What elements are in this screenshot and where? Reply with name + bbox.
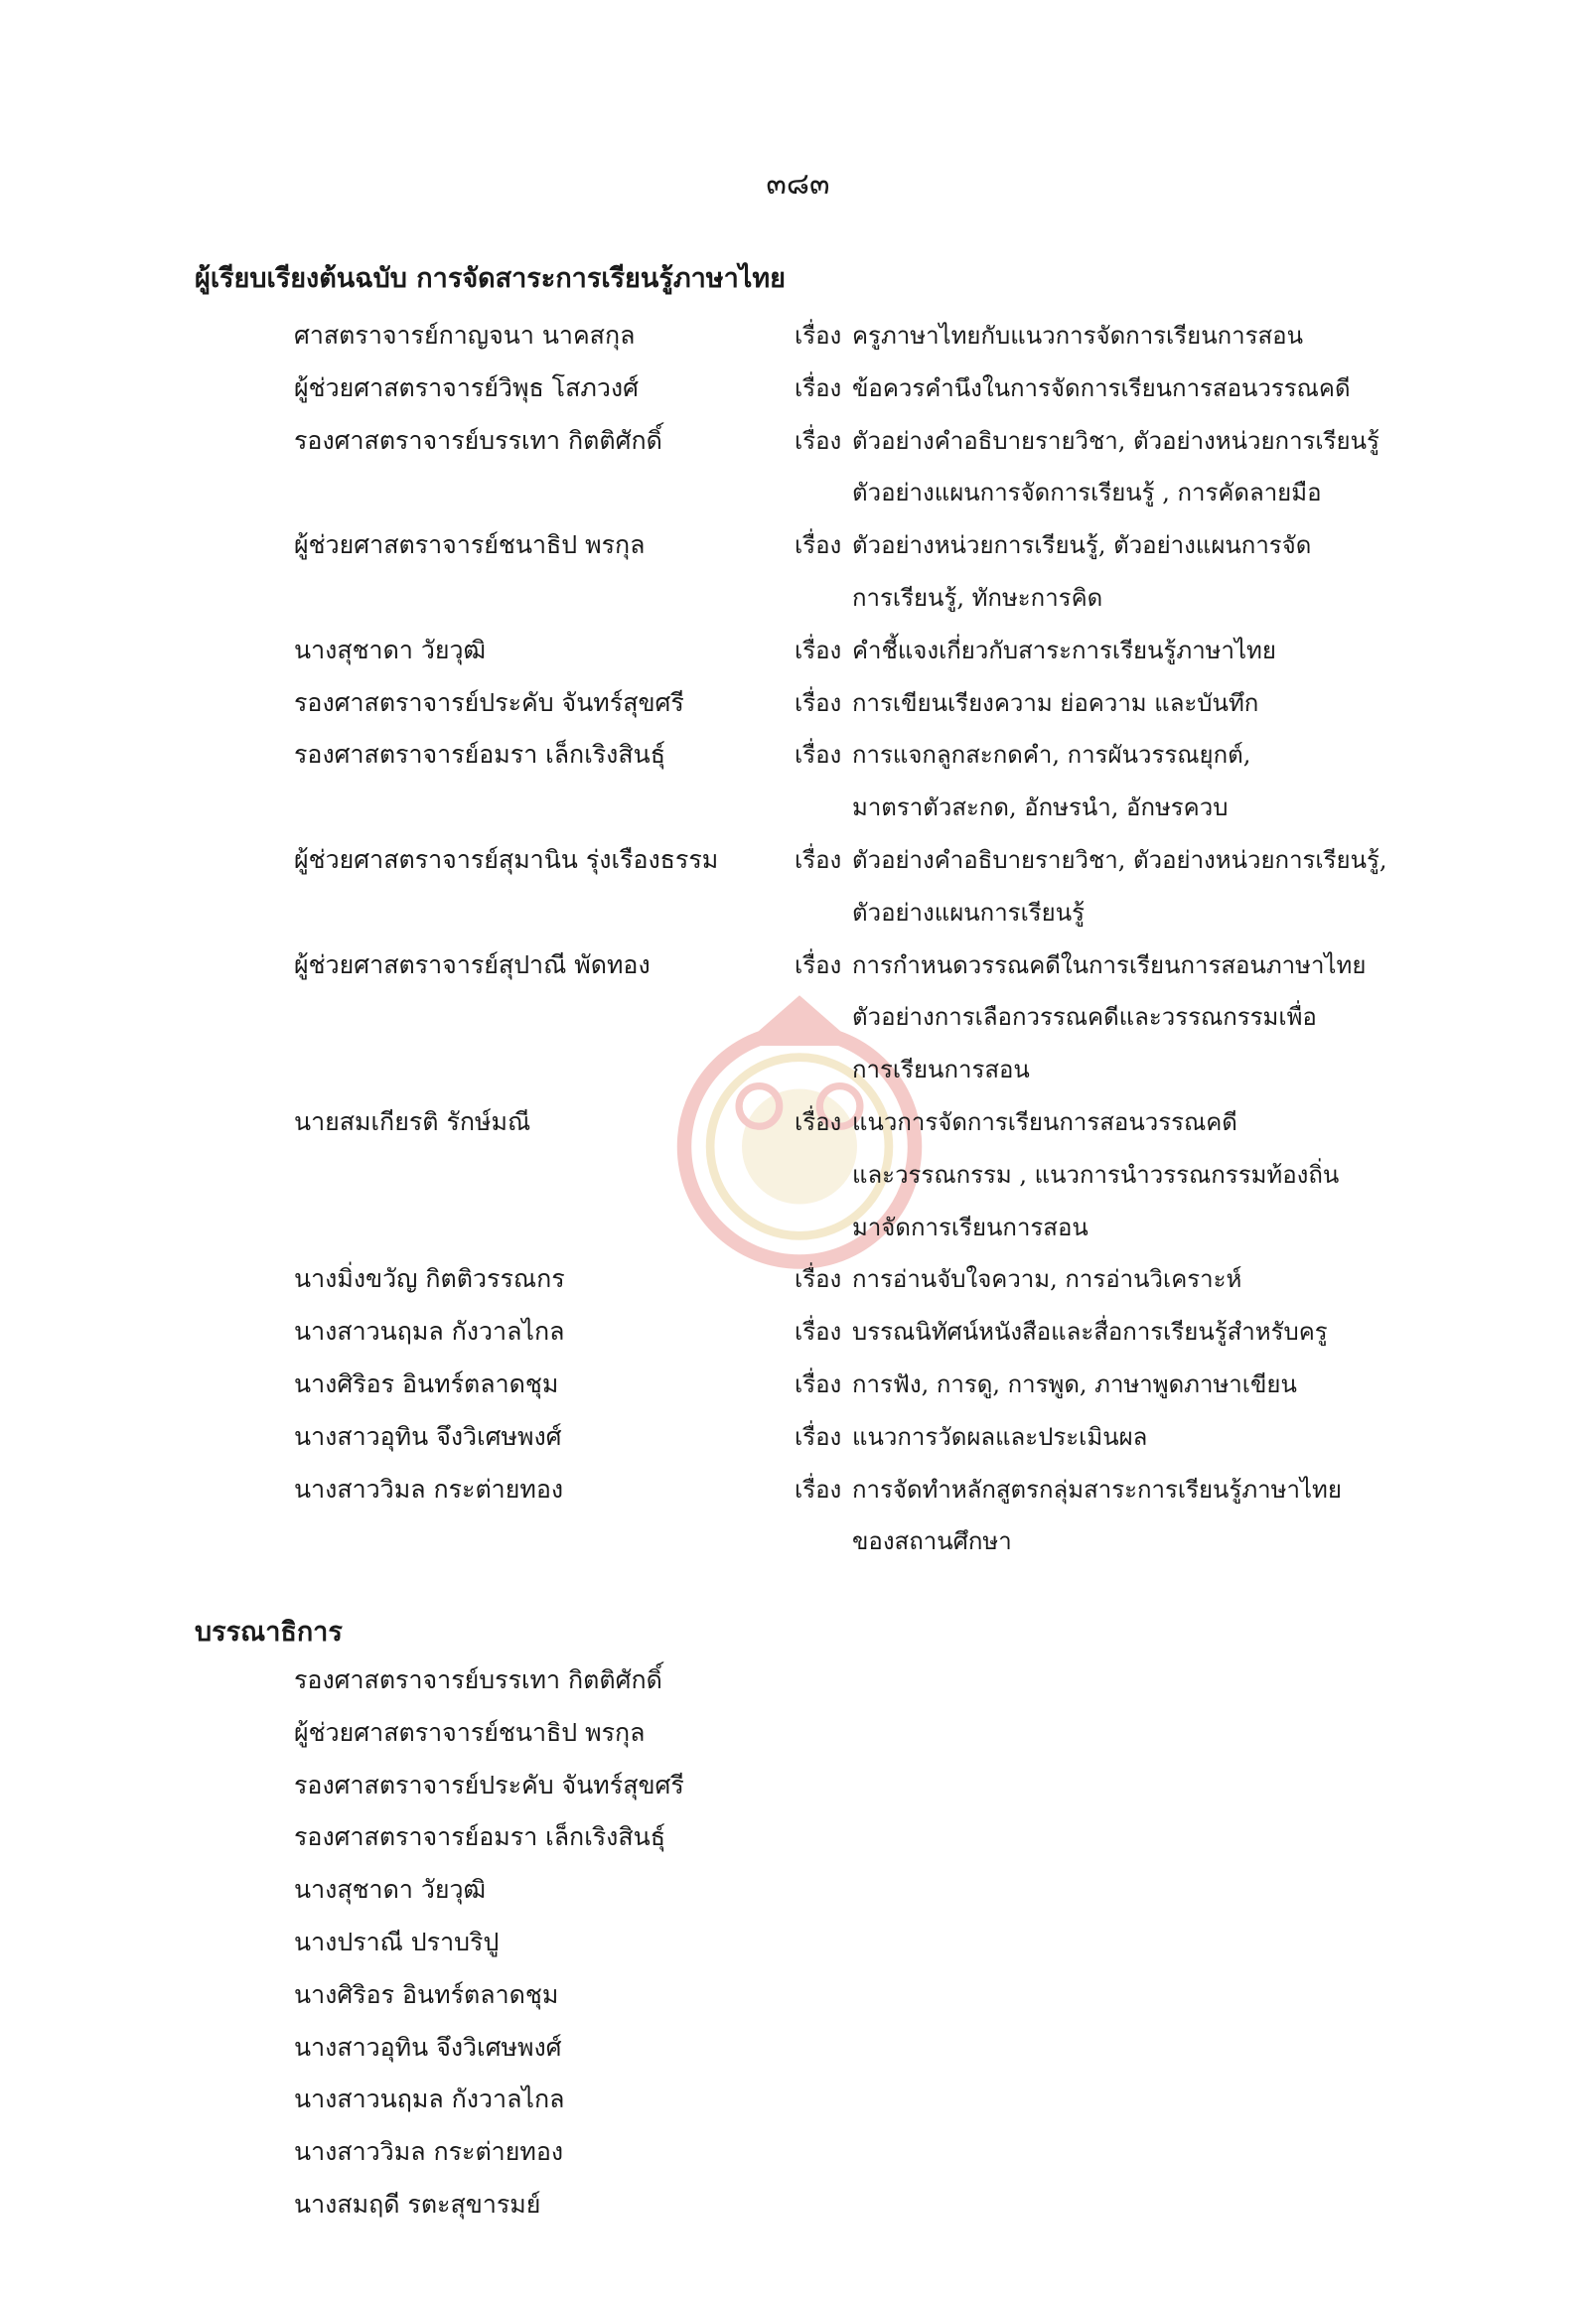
topic-continuation: และวรรณกรรม , แนวการนำวรรณกรรมท้องถิ่น <box>852 1160 1340 1189</box>
topic-text: การฟัง, การดู, การพูด, ภาษาพูดภาษาเขียน <box>852 1370 1297 1398</box>
topic-text: การเขียนเรียงความ ย่อความ และบันทึก <box>852 688 1259 717</box>
author-name: ศาสตราจารย์กาญจนา นาคสกุล <box>294 321 636 350</box>
topic-line <box>795 1365 1297 1403</box>
author-name: นางสาวอุทิน จึงวิเศษพงศ์ <box>294 1421 562 1451</box>
editor-name: นางสาววิมล กระต่ายทอง <box>294 2137 564 2167</box>
editor-name: รองศาสตราจารย์ประคับ จันทร์สุขศรี <box>294 1770 684 1799</box>
topic-text: คำชี้แจงเกี่ยวกับสาระการเรียนรู้ภาษาไทย <box>852 636 1276 664</box>
topic-prefix: เรื่อง <box>795 531 842 560</box>
topic-line <box>795 735 1250 774</box>
author-name: นายสมเกียรติ รักษ์มณี <box>294 1107 531 1136</box>
topic-line <box>795 631 1276 669</box>
editor-name: รองศาสตราจารย์บรรเทา กิตติศักดิ์ <box>294 1665 662 1694</box>
topic-line <box>795 1417 1147 1456</box>
editor-name: นางสาวนฤมล กังวาลไกล <box>294 2085 565 2114</box>
author-name: รองศาสตราจารย์ประคับ จันทร์สุขศรี <box>294 687 684 717</box>
topic-text: การอ่านจับใจความ, การอ่านวิเคราะห์ <box>852 1265 1242 1294</box>
topic-prefix: เรื่อง <box>795 1108 842 1136</box>
author-name: ผู้ช่วยศาสตราจารย์สุปาณี พัดทอง <box>294 949 651 979</box>
page-number: ๓๘๓ <box>766 167 830 202</box>
section-heading-editors: บรรณาธิการ <box>195 1617 343 1648</box>
topic-text: ครูภาษาไทยกับแนวการจัดการเรียนการสอน <box>852 322 1303 350</box>
topic-line <box>795 1259 1241 1298</box>
topic-text: การกำหนดวรรณคดีในการเรียนการสอนภาษาไทย <box>852 950 1367 979</box>
topic-text: แนวการจัดการเรียนการสอนวรรณคดี <box>852 1108 1237 1136</box>
topic-prefix: เรื่อง <box>795 322 842 350</box>
topic-prefix: เรื่อง <box>795 1475 842 1504</box>
topic-continuation: มาตราตัวสะกด, อักษรนำ, อักษรควบ <box>852 793 1229 822</box>
topic-prefix: เรื่อง <box>795 688 842 717</box>
topic-prefix: เรื่อง <box>795 636 842 664</box>
topic-continuation: การเรียนการสอน <box>852 1056 1030 1084</box>
topic-text: การแจกลูกสะกดคำ, การผันวรรณยุกต์, <box>852 741 1251 770</box>
topic-text: ตัวอย่างคำอธิบายรายวิชา, ตัวอย่างหน่วยการเรียนรู้, <box>852 846 1387 874</box>
author-name: ผู้ช่วยศาสตราจารย์สุมานิน รุ่งเรืองธรรม <box>294 845 719 874</box>
topic-line <box>795 840 1387 879</box>
topic-prefix: เรื่อง <box>795 426 842 455</box>
author-name: นางสาววิมล กระต่ายทอง <box>294 1474 564 1504</box>
editor-name: ผู้ช่วยศาสตราจารย์ชนาธิป พรกุล <box>294 1717 646 1747</box>
editor-name: รองศาสตราจารย์อมรา เล็กเริงสินธุ์ <box>294 1822 665 1852</box>
topic-line <box>795 421 1379 460</box>
topic-line <box>795 368 1351 407</box>
topic-continuation: ตัวอย่างแผนการเรียนรู้ <box>852 898 1086 927</box>
author-name: นางสาวนฤมล กังวาลไกล <box>294 1317 565 1347</box>
topic-prefix: เรื่อง <box>795 1318 842 1347</box>
topic-text: การจัดทำหลักสูตรกลุ่มสาระการเรียนรู้ภาษาไทย <box>852 1475 1342 1504</box>
topic-text: บรรณนิทัศน์หนังสือและสื่อการเรียนรู้สำหรับครู <box>852 1318 1328 1347</box>
topic-line <box>795 525 1311 564</box>
topic-prefix: เรื่อง <box>795 741 842 770</box>
topic-text: แนวการวัดผลและประเมินผล <box>852 1422 1148 1451</box>
topic-line <box>795 1312 1328 1351</box>
topic-continuation: มาจัดการเรียนการสอน <box>852 1213 1088 1241</box>
editor-name: นางสาวอุทิน จึงวิเศษพงศ์ <box>294 2032 562 2062</box>
author-name: รองศาสตราจารย์บรรเทา กิตติศักดิ์ <box>294 425 662 455</box>
topic-line <box>795 1470 1342 1509</box>
topic-prefix: เรื่อง <box>795 1370 842 1398</box>
topic-continuation: ของสถานศึกษา <box>852 1527 1012 1556</box>
topic-line <box>795 945 1366 984</box>
topic-text: ตัวอย่างคำอธิบายรายวิชา, ตัวอย่างหน่วยการเรียนรู้ <box>852 426 1379 455</box>
topic-prefix: เรื่อง <box>795 950 842 979</box>
editor-name: นางสุชาดา วัยวุฒิ <box>294 1875 487 1905</box>
topic-prefix: เรื่อง <box>795 1422 842 1451</box>
author-name: ผู้ช่วยศาสตราจารย์วิพุธ โสภวงศ์ <box>294 372 639 402</box>
editor-name: นางศิริอร อินทร์ตลาดชุม <box>294 1979 559 2009</box>
topic-text: ตัวอย่างหน่วยการเรียนรู้, ตัวอย่างแผนการจัด <box>852 531 1312 560</box>
author-name: ผู้ช่วยศาสตราจารย์ชนาธิป พรกุล <box>294 530 646 560</box>
author-name: นางศิริอร อินทร์ตลาดชุม <box>294 1369 559 1398</box>
topic-prefix: เรื่อง <box>795 373 842 402</box>
editor-name: นางสมฤดี รตะสุขารมย์ <box>294 2190 541 2219</box>
topic-line <box>795 683 1258 722</box>
topic-prefix: เรื่อง <box>795 1265 842 1294</box>
author-name: รองศาสตราจารย์อมรา เล็กเริงสินธุ์ <box>294 740 665 770</box>
topic-line <box>795 1102 1237 1141</box>
topic-continuation: การเรียนรู้, ทักษะการคิด <box>852 584 1103 612</box>
topic-prefix: เรื่อง <box>795 846 842 874</box>
topic-continuation: ตัวอย่างแผนการจัดการเรียนรู้ , การคัดลายมือ <box>852 479 1322 507</box>
editor-name: นางปราณี ปราบริปู <box>294 1928 500 1956</box>
topic-line <box>795 316 1303 355</box>
author-name: นางมิ่งขวัญ กิตติวรรณกร <box>294 1264 565 1294</box>
topic-continuation: ตัวอย่างการเลือกวรรณคดีและวรรณกรรมเพื่อ <box>852 1003 1317 1032</box>
author-name: นางสุชาดา วัยวุฒิ <box>294 635 487 664</box>
topic-text: ข้อควรคำนึงในการจัดการเรียนการสอนวรรณคดี <box>852 373 1351 402</box>
section-heading-authors: ผู้เรียบเรียงต้นฉบับ การจัดสาระการเรียนรู้ภาษาไทย <box>195 263 786 294</box>
